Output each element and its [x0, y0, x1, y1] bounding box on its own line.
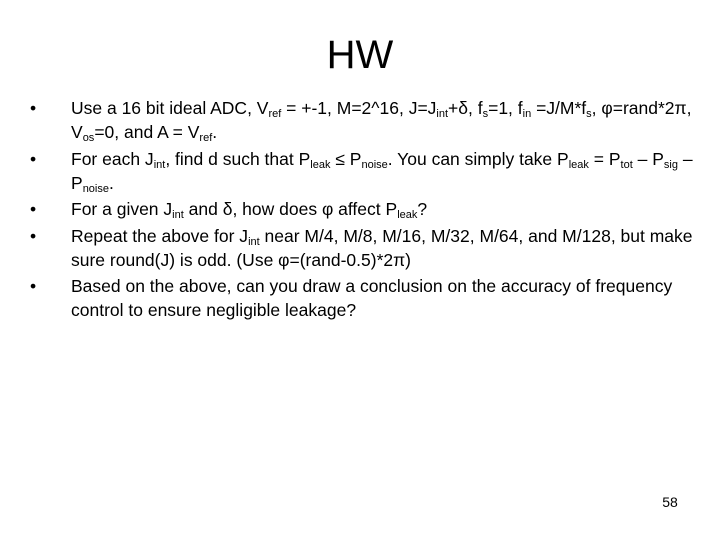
text-run: =1, f	[488, 98, 523, 118]
subscript: leak	[397, 209, 418, 221]
subscript: leak	[568, 158, 589, 171]
slide-title: HW	[326, 33, 394, 77]
bullet-marker: •	[30, 199, 37, 219]
text-run: , find d such that P	[165, 148, 311, 169]
subscript: noise	[82, 182, 109, 195]
subscript: in	[522, 108, 532, 120]
bullet-list	[0, 96, 700, 325]
text-run: =0, and A = V	[94, 122, 200, 142]
text-run: ?	[417, 199, 428, 219]
subscript: sig	[663, 158, 678, 171]
bullet-item	[0, 147, 700, 195]
subscript: noise	[361, 158, 388, 171]
text-run: .	[212, 122, 218, 142]
bullet-item	[0, 224, 700, 272]
bullet-item	[0, 96, 700, 144]
subscript: os	[82, 132, 95, 144]
text-run: . You can simply take P	[387, 148, 569, 169]
text-run: Based on the above, can you draw a conclusion on the accuracy of frequency control to ensure negligible leakage?	[71, 276, 673, 320]
text-run: +δ, f	[448, 98, 483, 118]
bullet-marker: •	[30, 98, 37, 118]
bullet-item	[0, 197, 700, 221]
subscript: s	[586, 108, 592, 120]
bullet-text	[71, 199, 427, 219]
bullet-marker: •	[30, 225, 37, 246]
text-run: – P	[71, 148, 693, 193]
subscript: s	[482, 108, 489, 120]
text-run: Use a 16 bit ideal ADC, V	[71, 98, 269, 118]
text-run: – P	[632, 148, 664, 169]
text-run: For a given J	[71, 199, 173, 219]
bullet-item	[0, 274, 700, 322]
text-run: Repeat the above for J	[71, 225, 249, 246]
bullet-text	[71, 98, 691, 142]
text-run: = +-1, M=2^16, J=J	[281, 98, 437, 118]
text-run: =J/M*f	[531, 98, 587, 118]
text-run: .	[108, 172, 114, 193]
subscript: tot	[620, 158, 633, 171]
bullet-marker: •	[30, 148, 37, 169]
text-run: For each J	[71, 148, 154, 169]
text-run: , φ=rand*2π, V	[71, 98, 692, 142]
subscript: int	[153, 158, 166, 171]
page-number: 58	[662, 494, 678, 510]
bullet-text	[71, 226, 693, 270]
subscript: int	[172, 209, 184, 221]
text-run: ≤ P	[330, 148, 362, 169]
subscript: leak	[310, 158, 331, 171]
subscript: int	[436, 108, 449, 120]
text-run: and δ, how does φ affect P	[183, 199, 398, 219]
text-run: near M/4, M/8, M/16, M/32, M/64, and M/128, but make sure round(J) is odd. (Use φ=(rand-0.5)*2π)	[71, 225, 693, 270]
text-run: = P	[588, 148, 621, 169]
subscript: ref	[268, 108, 282, 120]
bullet-text	[71, 276, 672, 320]
bullet-marker: •	[30, 276, 37, 296]
bullet-text	[71, 149, 693, 193]
subscript: int	[248, 235, 260, 248]
subscript: ref	[199, 132, 213, 144]
